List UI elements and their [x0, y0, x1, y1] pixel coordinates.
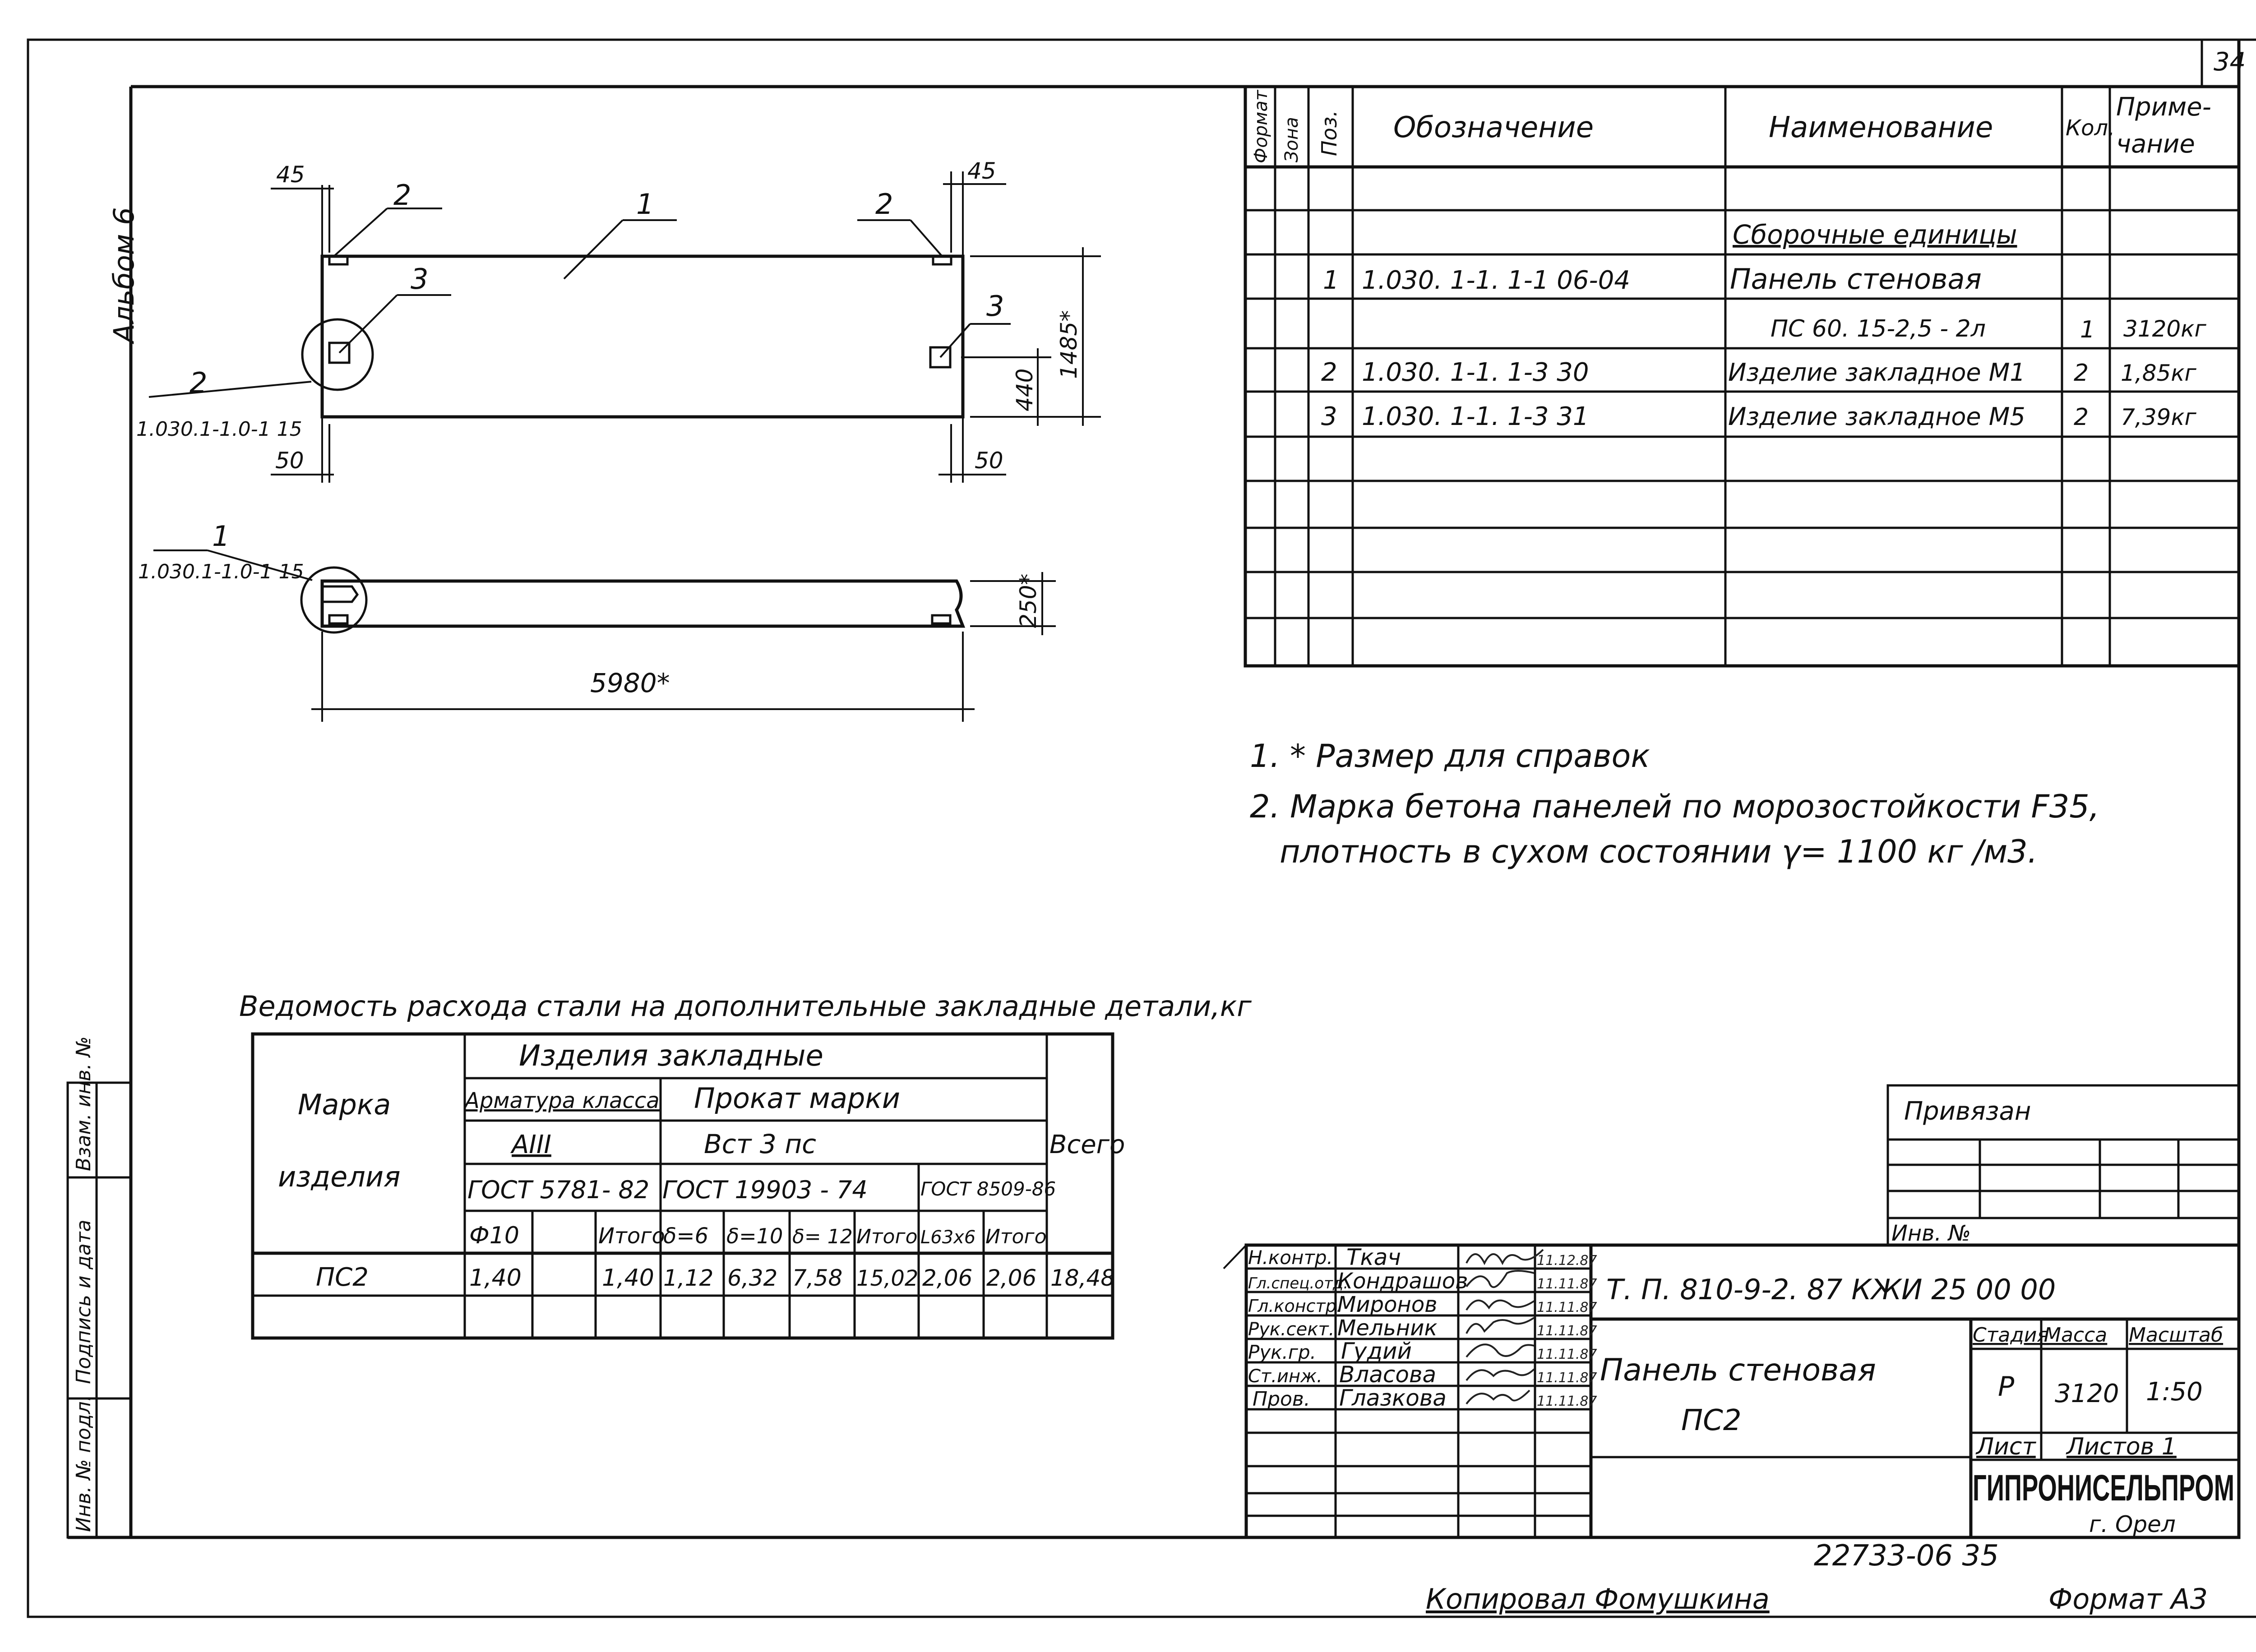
spec-row2-name: ПС 60. 15-2,5 - 2л [1771, 315, 1986, 342]
steel-table-title: Ведомость расхода стали на дополнительные закладные детали,кг [239, 990, 1252, 1023]
copied-by: Копировал Фомушкина [1426, 1583, 1770, 1615]
dim-45-right: 45 [967, 158, 996, 184]
signer-role-4: Рук.гр. [1248, 1341, 1316, 1363]
spec-header-qty: Кол. [2066, 115, 2115, 141]
spec-header-designation: Обозначение [1393, 111, 1594, 144]
signer-role-5: Ст.инж. [1248, 1366, 1322, 1387]
steel-total-header: Всего [1049, 1130, 1125, 1159]
dim-250: 250* [1015, 573, 1041, 628]
signer-date-3: 11.11.87 [1537, 1323, 1597, 1339]
spec-row3-qty: 2 [2074, 360, 2089, 387]
spec-row3-name: Изделие закладное М1 [1728, 358, 2025, 387]
spec-row3-designation: 1.030. 1-1. 1-3 30 [1362, 358, 1589, 387]
steel-rolled-header: Прокат марки [694, 1082, 901, 1115]
spec-header-note [2116, 92, 2219, 159]
title-mass-label: Масса [2044, 1324, 2108, 1347]
title-org: ГИПРОНИСЕЛЬПРОМ [1973, 1467, 2234, 1509]
spec-row2-qty: 1 [2080, 316, 2095, 343]
inventory-code: 22733-06 35 [1814, 1539, 1999, 1573]
signer-role-3: Рук.сект. [1248, 1319, 1335, 1340]
steel-val-d6: 1,12 [663, 1265, 714, 1291]
spec-row2-note: 3120кг [2123, 316, 2206, 342]
title-scale-label: Масштаб [2129, 1324, 2224, 1347]
steel-val-total-3: 2,06 [986, 1265, 1037, 1291]
callout-3-left: 3 [411, 263, 429, 295]
steel-sub-d10: δ=10 [726, 1224, 783, 1248]
steel-gost-2: ГОСТ 19903 - 74 [662, 1176, 868, 1204]
dim-50-left: 50 [275, 448, 304, 474]
steel-mark-header-1: Марка [298, 1088, 391, 1121]
steel-val-grand-total: 18,48 [1050, 1265, 1115, 1291]
signer-name-4: Гудий [1341, 1338, 1412, 1364]
sheet-format: Формат А3 [2048, 1583, 2208, 1615]
signer-name-5: Власова [1339, 1361, 1437, 1388]
steel-val-angle: 2,06 [922, 1265, 973, 1291]
callout-1-ref: 1.030.1-1.0-1 15 [138, 560, 304, 583]
dim-440: 440 [1012, 368, 1038, 411]
steel-sub-total-1: Итого [598, 1223, 665, 1249]
callout-2-right: 2 [875, 188, 893, 221]
steel-rolled-grade: Вст 3 пс [704, 1129, 817, 1159]
signer-name-3: Мельник [1337, 1315, 1438, 1341]
title-name-2: ПС2 [1681, 1404, 1742, 1437]
signer-date-4: 11.11.87 [1537, 1347, 1597, 1362]
album-label: Альбом 6 [107, 207, 140, 343]
signer-name-6: Глазкова [1339, 1385, 1447, 1411]
callout-2-left: 2 [393, 179, 411, 212]
side-stamp-signature-date: Подпись и дата [72, 1219, 95, 1384]
steel-sub-angle: L63х6 [920, 1227, 976, 1248]
signature-scribbles [1466, 1250, 1543, 1404]
steel-gost-3: ГОСТ 8509-86 [920, 1178, 1056, 1200]
title-stage: Р [1998, 1371, 2015, 1403]
spec-row4-designation: 1.030. 1-1. 1-3 31 [1362, 402, 1589, 431]
title-inv-label: Инв. № [1891, 1221, 1971, 1246]
steel-sub-d6: δ=6 [663, 1223, 709, 1249]
signer-date-1: 11.11.87 [1537, 1276, 1597, 1292]
spec-header-zone: Зона [1281, 117, 1302, 162]
spec-section-title: Сборочные единицы [1733, 219, 2017, 250]
note-3: плотность в сухом состоянии γ= 1100 кг /м3. [1280, 833, 2038, 870]
spec-row1-designation: 1.030. 1-1. 1-1 06-04 [1362, 266, 1630, 295]
spec-header-note-2: чание [2116, 129, 2195, 159]
callout-1-side: 1 [212, 520, 230, 553]
steel-row-mark: ПС2 [316, 1263, 369, 1292]
steel-rebar-header: Арматура класса [465, 1088, 660, 1113]
side-stamp-replaced-inv: Взам. инв. № [72, 1036, 95, 1171]
dim-5980: 5980* [590, 668, 670, 698]
signer-date-6: 11.11.87 [1537, 1394, 1597, 1409]
dim-50-right: 50 [975, 448, 1003, 474]
spec-row4-name: Изделие закладное М5 [1728, 402, 2025, 431]
spec-header-name: Наименование [1769, 111, 1993, 144]
title-bound-label: Привязан [1904, 1097, 2031, 1126]
side-stamp-inv-orig: Инв. № подл. [72, 1395, 95, 1532]
steel-mark-header-2: изделия [278, 1160, 401, 1193]
note-2: 2. Марка бетона панелей по морозостойкости F35, [1250, 788, 2100, 825]
signer-name-1: Кондрашов [1337, 1269, 1468, 1294]
steel-sub-total-3: Итого [985, 1225, 1047, 1248]
callout-3-right: 3 [986, 290, 1004, 323]
spec-row1-name: Панель стеновая [1730, 263, 1982, 295]
signer-role-2: Гл.констр. [1248, 1296, 1342, 1316]
spec-row4-qty: 2 [2074, 404, 2089, 431]
title-city: г. Орел [2089, 1511, 2176, 1537]
dim-45-left: 45 [276, 162, 305, 188]
steel-val-total-1: 1,40 [602, 1264, 654, 1292]
signer-role-6: Пров. [1253, 1388, 1310, 1411]
signer-date-0: 11.12.87 [1537, 1253, 1597, 1269]
note-1: 1. * Размер для справок [1250, 738, 1650, 775]
title-scale: 1:50 [2146, 1377, 2203, 1407]
steel-sub-f10: Ф10 [469, 1222, 519, 1249]
dim-1485: 1485* [1056, 310, 1082, 379]
steel-val-f10: 1,40 [469, 1264, 522, 1292]
steel-sub-d12: δ= 12 [792, 1225, 853, 1248]
steel-rebar-class: АIII [512, 1130, 551, 1159]
signer-name-2: Миронов [1337, 1292, 1438, 1317]
spec-row4-note: 7,39кг [2121, 404, 2196, 430]
sheet-number: 34 [2214, 47, 2246, 77]
spec-header-note-1: Приме- [2116, 92, 2211, 122]
callout-2-ref: 1.030.1-1.0-1 15 [136, 418, 302, 441]
title-sheets-label: Листов 1 [2066, 1433, 2177, 1460]
steel-val-d10: 6,32 [727, 1265, 778, 1291]
signer-role-1: Гл.спец.отд. [1248, 1274, 1349, 1292]
spec-row3-note: 1,85кг [2121, 360, 2196, 386]
title-name-1: Панель стеновая [1600, 1352, 1876, 1388]
steel-group-header: Изделия закладные [519, 1039, 823, 1073]
signer-name-0: Ткач [1346, 1244, 1401, 1270]
signer-date-2: 11.11.87 [1537, 1300, 1597, 1315]
spec-header-pos: Поз. [1317, 110, 1341, 156]
title-mass: 3120 [2055, 1379, 2119, 1408]
signer-role-0: Н.контр. [1248, 1246, 1333, 1269]
steel-sub-total-2: Итого [856, 1225, 918, 1248]
spec-header-format: Формат [1251, 90, 1271, 163]
callout-1-plan: 1 [636, 188, 654, 221]
signer-date-5: 11.11.87 [1537, 1370, 1597, 1386]
steel-val-d12: 7,58 [792, 1265, 843, 1291]
steel-gost-1: ГОСТ 5781- 82 [467, 1176, 650, 1204]
title-stage-label: Стадия [1973, 1324, 2049, 1347]
title-code: Т. П. 810-9-2. 87 КЖИ 25 00 00 [1606, 1273, 2056, 1306]
spec-row4-pos: 3 [1321, 402, 1337, 431]
spec-row3-pos: 2 [1321, 358, 1337, 387]
callout-2-detail: 2 [190, 366, 208, 399]
spec-row1-pos: 1 [1323, 266, 1339, 295]
steel-val-total-2: 15,02 [856, 1266, 919, 1291]
title-sheet-label: Лист [1976, 1433, 2036, 1460]
